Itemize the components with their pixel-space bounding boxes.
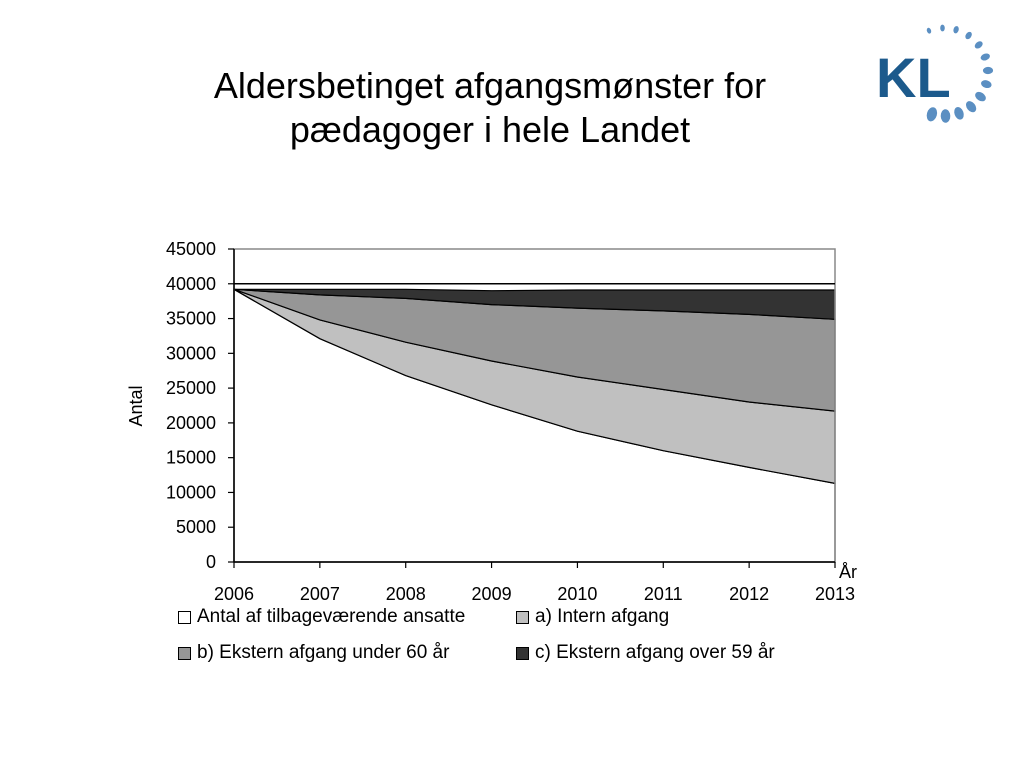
y-tick-label: 35000: [165, 308, 216, 329]
y-tick-label: 25000: [165, 378, 216, 399]
y-tick-label: 45000: [165, 239, 216, 259]
x-tick-label: 2013: [814, 584, 856, 604]
legend-item-intern: [516, 606, 669, 628]
legend-label: b) Ekstern afgang under 60 år: [197, 642, 450, 663]
y-tick-label: 30000: [165, 343, 216, 364]
legend-row-2: [178, 638, 858, 668]
logo-text: KL: [876, 46, 951, 109]
x-axis-ticks: [214, 562, 855, 604]
x-tick-label: 2009: [471, 584, 512, 604]
x-tick-label: 2011: [643, 584, 683, 604]
x-tick-label: 2008: [385, 584, 426, 604]
y-tick-label: 15000: [165, 447, 216, 468]
legend-swatch: [516, 647, 529, 660]
legend-label: c) Ekstern afgang over 59 år: [535, 642, 775, 663]
y-tick-label: 20000: [165, 412, 216, 433]
legend-label: Antal af tilbageværende ansatte: [197, 606, 466, 627]
legend-item-ekstern-over-59: [516, 642, 775, 664]
x-tick-label: 2010: [557, 584, 598, 604]
x-tick-label: 2007: [299, 584, 340, 604]
y-tick-label: 5000: [175, 517, 216, 538]
legend-swatch: [516, 611, 529, 624]
y-axis-ticks: [166, 239, 234, 572]
y-tick-label: 40000: [165, 273, 216, 294]
legend-swatch: [178, 611, 191, 624]
legend: [178, 602, 858, 674]
y-tick-label: 0: [205, 552, 216, 572]
x-tick-label: 2012: [729, 584, 770, 604]
legend-item-ekstern-under-60: [178, 642, 516, 664]
title-line-1: Aldersbetinget afgangsmønster for: [213, 65, 767, 106]
legend-label: a) Intern afgang: [535, 606, 670, 627]
legend-row-1: [178, 602, 858, 632]
chart-areas: [234, 289, 835, 562]
y-tick-label: 10000: [165, 482, 216, 503]
legend-swatch: [178, 647, 191, 660]
y-axis-title: Antal: [126, 385, 146, 427]
legend-item-remaining: [178, 606, 516, 628]
title-line-2: pædagoger i hele Landet: [289, 109, 691, 150]
x-axis-title: År: [839, 562, 857, 582]
x-tick-label: 2006: [213, 584, 255, 604]
